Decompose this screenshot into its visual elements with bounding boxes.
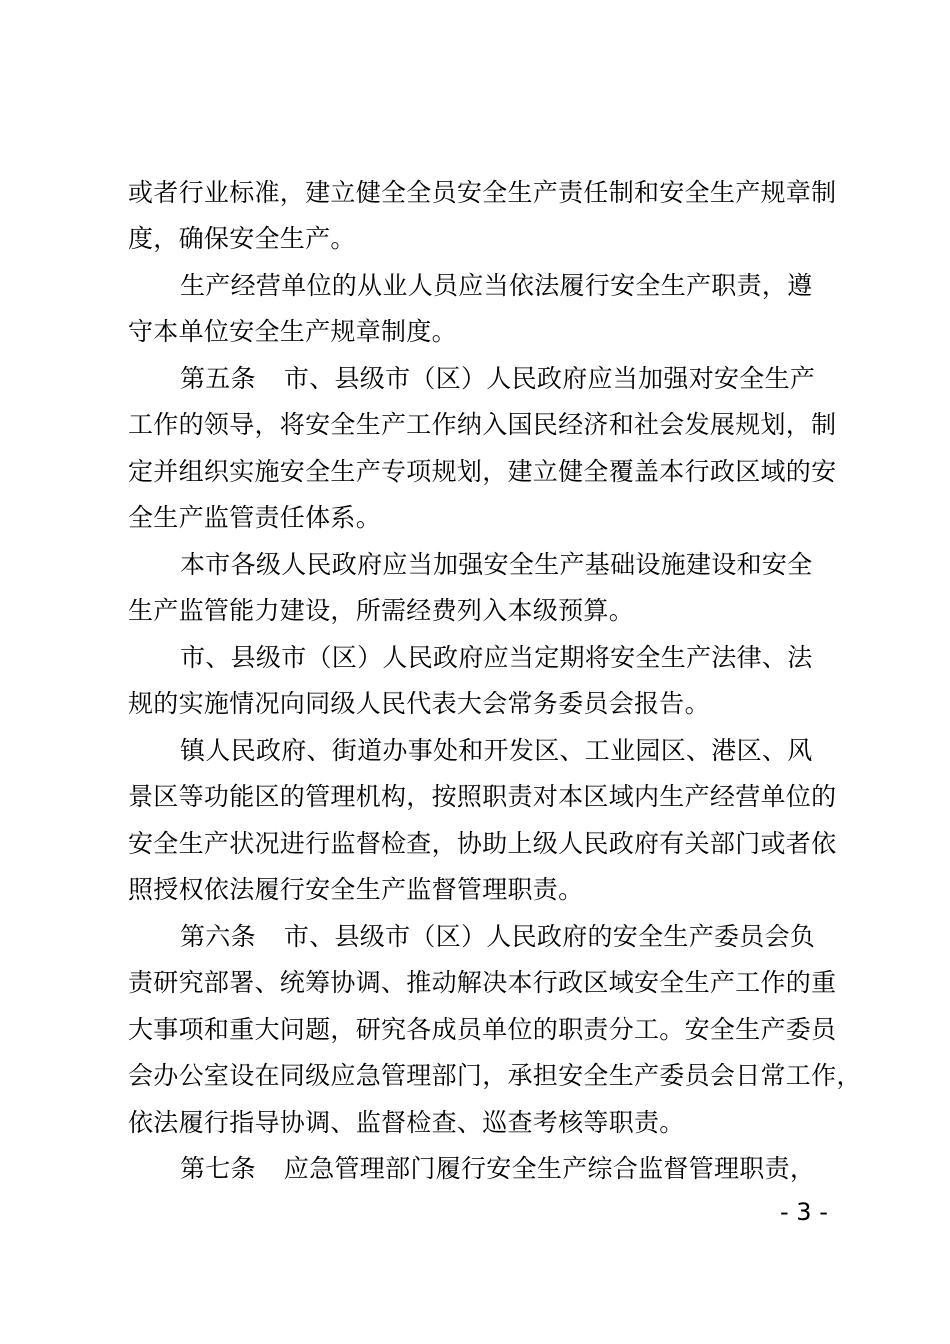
text-line: 生产经营单位的从业人员应当依法履行安全生产职责，遵 [180, 271, 813, 300]
article-5-heading-line [180, 362, 815, 396]
page-number: - 3 - [780, 1198, 828, 1226]
text-line: 会办公室设在同级应急管理部门，承担安全生产委员会日常工作， [128, 1061, 862, 1090]
text-line: 定并组织实施安全生产专项规划，建立健全覆盖本行政区域的安 [128, 457, 837, 486]
text-line: 照授权依法履行安全生产监督管理职责。 [128, 875, 584, 904]
article-6-text: 市、县级市（区）人民政府的安全生产委员会负 [283, 922, 816, 951]
text-line: 度，确保安全生产。 [128, 224, 356, 253]
article-7-text: 应急管理部门履行安全生产综合监督管理职责， [283, 1154, 816, 1183]
text-line: 市、县级市（区）人民政府应当定期将安全生产法律、法 [180, 643, 813, 672]
text-line: 景区等功能区的管理机构，按照职责对本区域内生产经营单位的 [128, 782, 837, 811]
text-line: 责研究部署、统筹协调、推动解决本行政区域安全生产工作的重 [128, 968, 837, 997]
text-line: 生产监管能力建设，所需经费列入本级预算。 [128, 596, 635, 625]
text-line: 规的实施情况向同级人民代表大会常务委员会报告。 [128, 689, 710, 718]
text-line: 镇人民政府、街道办事处和开发区、工业园区、港区、风 [180, 736, 813, 765]
text-line: 安全生产状况进行监督检查，协助上级人民政府有关部门或者依 [128, 829, 837, 858]
text-line: 工作的领导，将安全生产工作纳入国民经济和社会发展规划，制 [128, 410, 837, 439]
article-7-number: 第七条 [180, 1154, 256, 1183]
text-line: 守本单位安全生产规章制度。 [128, 317, 457, 346]
article-6-heading-line [180, 920, 815, 954]
article-5-text: 市、县级市（区）人民政府应当加强对安全生产 [283, 364, 816, 393]
text-line: 或者行业标准，建立健全全员安全生产责任制和安全生产规章制 [128, 178, 837, 207]
article-5-number: 第五条 [180, 364, 256, 393]
text-line: 本市各级人民政府应当加强安全生产基础设施建设和安全 [180, 550, 813, 579]
article-7-heading-line [180, 1152, 815, 1186]
text-line: 全生产监管责任体系。 [128, 503, 382, 532]
text-line: 大事项和重大问题，研究各成员单位的职责分工。安全生产委员 [128, 1015, 837, 1044]
text-line: 依法履行指导协调、监督检查、巡查考核等职责。 [128, 1108, 685, 1137]
article-6-number: 第六条 [180, 922, 256, 951]
